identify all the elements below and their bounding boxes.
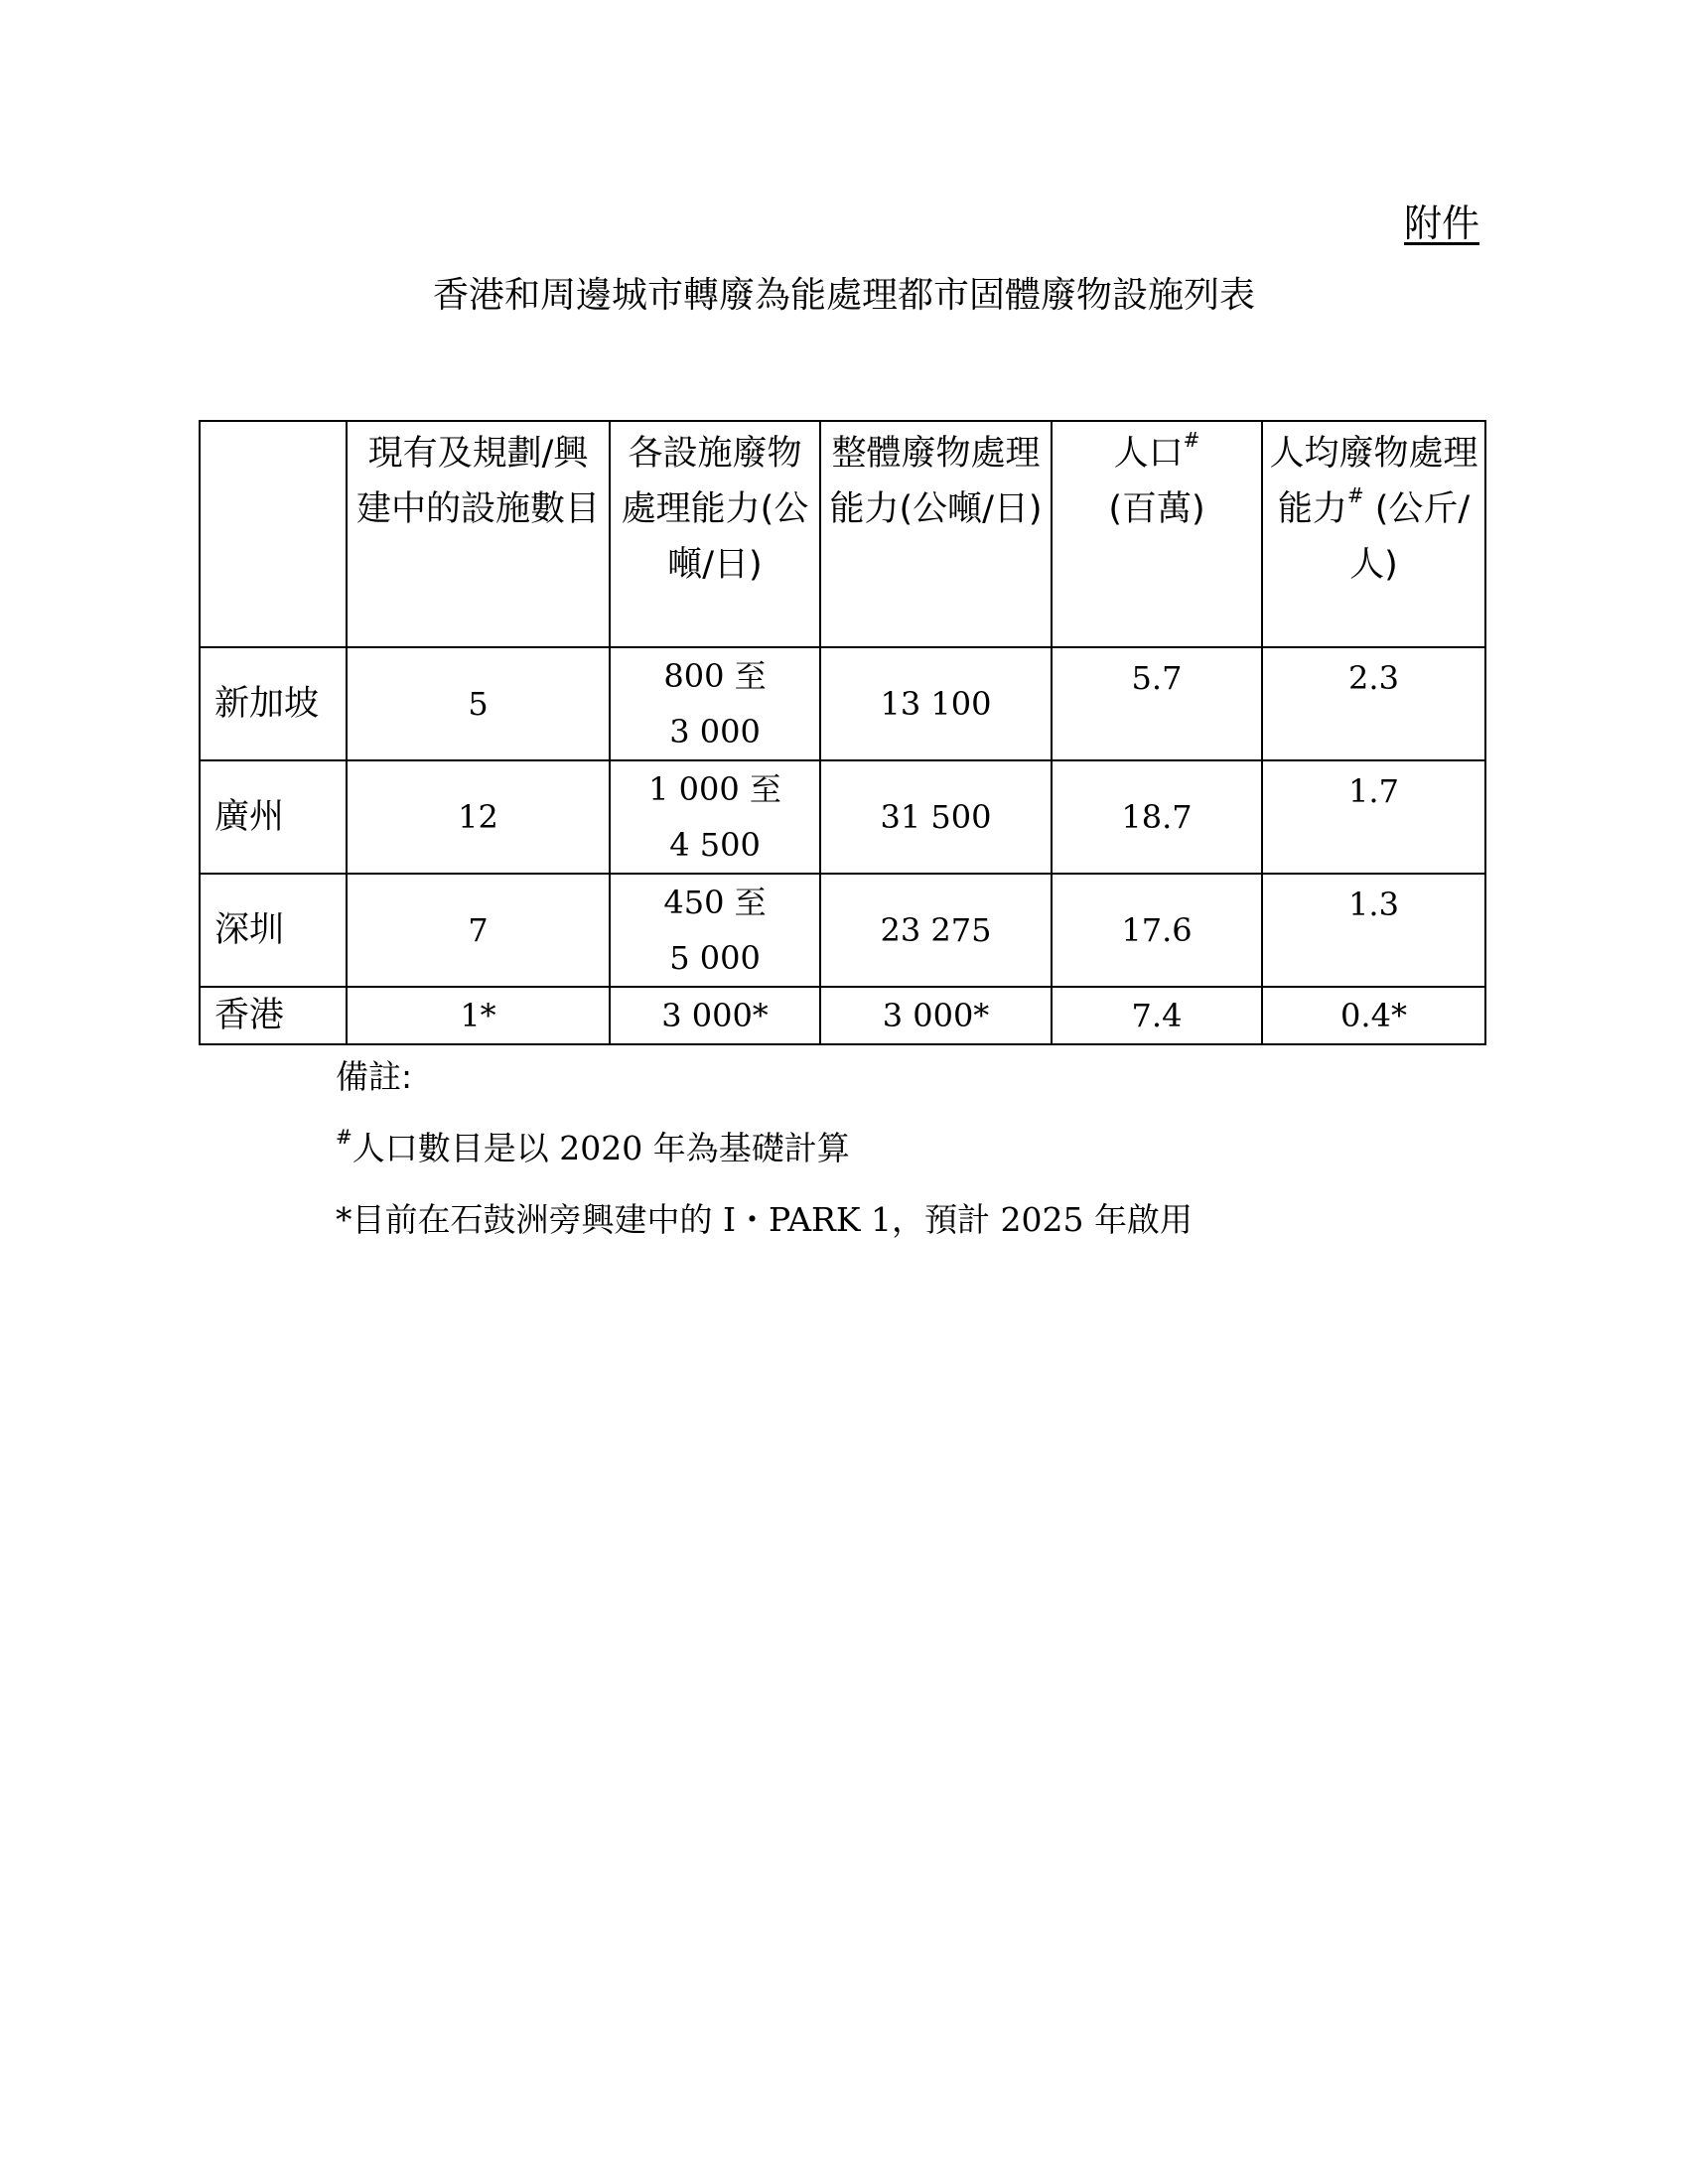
header-per-capita-label: 人均廢物處理能力 xyxy=(1269,434,1478,529)
population-note-mark: # xyxy=(336,1125,352,1149)
city-cell: 深圳 xyxy=(200,874,347,987)
population-note xyxy=(336,1124,1477,1173)
capacity-range-cell xyxy=(610,647,820,760)
capacity-range-cell xyxy=(610,760,820,874)
range-from: 1 000 至 xyxy=(648,770,781,808)
table-row xyxy=(200,987,1485,1044)
total-capacity-cell: 13 100 xyxy=(820,647,1052,760)
population-cell: 5.7 xyxy=(1052,647,1262,760)
population-cell: 7.4 xyxy=(1052,987,1262,1044)
table-row xyxy=(200,760,1485,874)
city-cell: 新加坡 xyxy=(200,647,347,760)
facilities-cell: 1* xyxy=(347,987,610,1044)
total-capacity-cell: 23 275 xyxy=(820,874,1052,987)
header-facility-capacity: 各設施廢物處理能力(公噸/日) xyxy=(610,421,820,647)
table-header-row xyxy=(200,421,1485,647)
per-capita-cell: 2.3 xyxy=(1262,647,1485,760)
notes-section xyxy=(336,1052,1477,1267)
header-total-capacity: 整體廢物處理能力(公噸/日) xyxy=(820,421,1052,647)
range-to: 5 000 xyxy=(669,939,761,977)
table-row xyxy=(200,647,1485,760)
population-note-text: 人口數目是以 2020 年為基礎計算 xyxy=(352,1129,850,1167)
header-population-mark: # xyxy=(1183,428,1200,452)
facilities-cell: 7 xyxy=(347,874,610,987)
header-facility-count: 現有及規劃/興建中的設施數目 xyxy=(347,421,610,647)
facilities-table xyxy=(199,420,1486,1045)
header-population-label: 人口 xyxy=(1113,434,1184,474)
facilities-cell: 12 xyxy=(347,760,610,874)
total-capacity-cell: 3 000* xyxy=(820,987,1052,1044)
city-cell: 廣州 xyxy=(200,760,347,874)
header-per-capita-mark: # xyxy=(1346,483,1364,507)
range-to: 4 500 xyxy=(669,826,761,864)
per-capita-cell: 1.3 xyxy=(1262,874,1485,987)
header-per-capita xyxy=(1262,421,1485,647)
header-population-unit: (百萬) xyxy=(1108,489,1205,529)
population-cell: 18.7 xyxy=(1052,760,1262,874)
facilities-cell: 5 xyxy=(347,647,610,760)
hk-facility-note: *目前在石鼓洲旁興建中的 I・PARK 1，預計 2025 年啟用 xyxy=(336,1200,1193,1239)
header-corner-cell xyxy=(200,421,347,647)
range-to: 3 000 xyxy=(669,713,761,751)
city-cell: 香港 xyxy=(200,987,347,1044)
per-capita-cell: 0.4* xyxy=(1262,987,1485,1044)
notes-title: 備註: xyxy=(336,1057,413,1096)
per-capita-cell: 1.7 xyxy=(1262,760,1485,874)
header-population xyxy=(1052,421,1262,647)
range-from: 800 至 xyxy=(663,657,767,695)
header-per-capita-unit: (公斤/人) xyxy=(1349,489,1471,585)
range-from: 450 至 xyxy=(663,884,767,921)
capacity-range-cell: 3 000* xyxy=(610,987,820,1044)
annex-label: 附件 xyxy=(1403,202,1479,245)
capacity-range-cell xyxy=(610,874,820,987)
population-cell: 17.6 xyxy=(1052,874,1262,987)
table-row xyxy=(200,874,1485,987)
total-capacity-cell: 31 500 xyxy=(820,760,1052,874)
document-title: 香港和周邊城市轉廢為能處理都市固體廢物設施列表 xyxy=(432,275,1255,316)
